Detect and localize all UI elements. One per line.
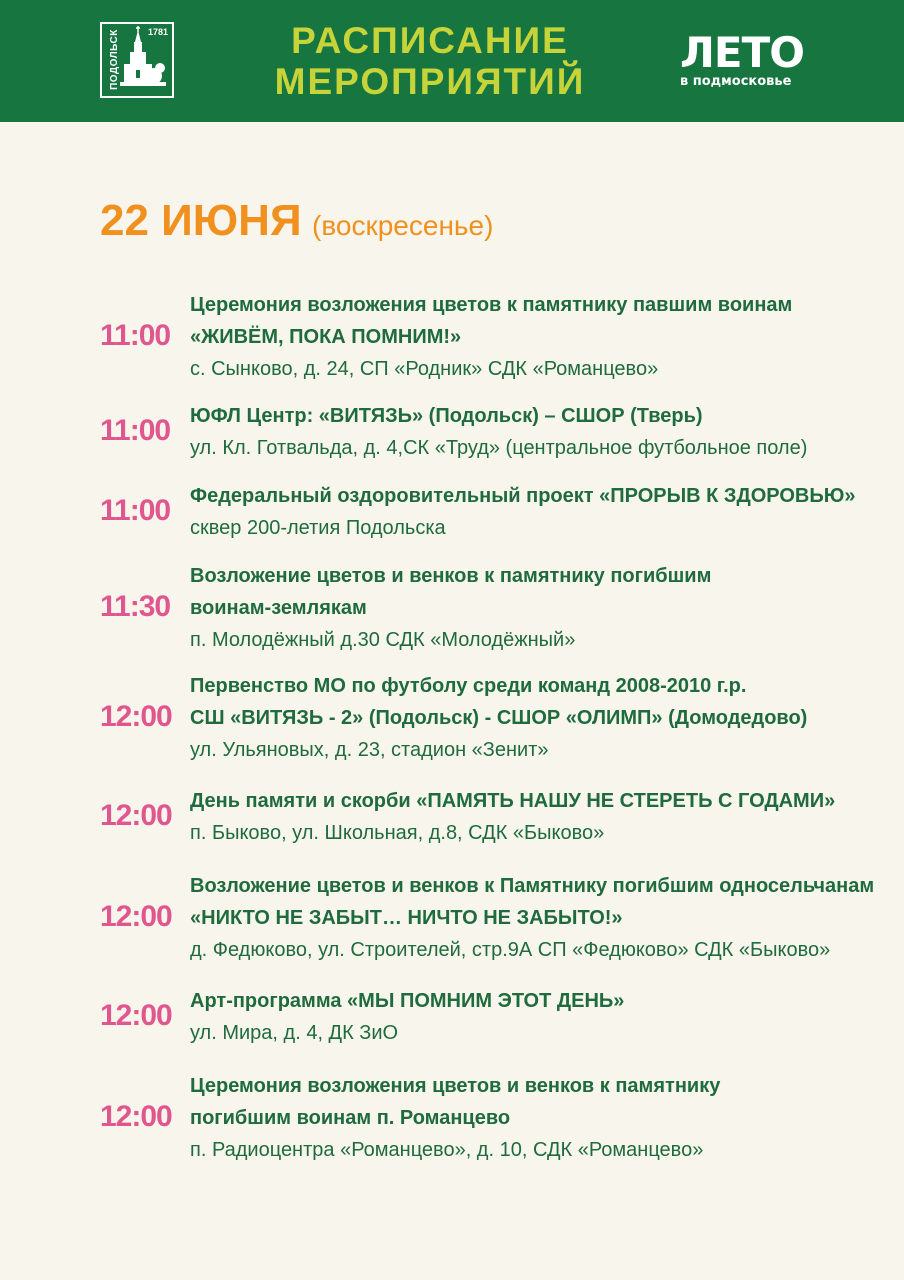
- event-details: [190, 480, 890, 544]
- event-time: 11:00: [100, 319, 171, 352]
- event-title: Церемония возложения цветов и венков к памятнику: [190, 1075, 721, 1097]
- event-title: Возложение цветов и венков к памятнику погибшим: [190, 565, 712, 587]
- event-time: 12:00: [100, 1100, 172, 1133]
- event-address: д. Федюково, ул. Строителей, стр.9А СП «Федюково» СДК «Быково»: [190, 939, 831, 961]
- event-title: Арт-программа «МЫ ПОМНИМ ЭТОТ ДЕНЬ»: [190, 990, 625, 1012]
- event-title: Федеральный оздоровительный проект «ПРОРЫВ К ЗДОРОВЬЮ»: [190, 485, 856, 507]
- event-address: п. Молодёжный д.30 СДК «Молодёжный»: [190, 629, 576, 651]
- logo-city: ПОДОЛЬСК: [108, 29, 120, 90]
- brand-subtitle: в подмосковье: [680, 74, 792, 89]
- event-details: [190, 1070, 890, 1166]
- event-time: 11:30: [100, 590, 171, 623]
- event-title: «НИКТО НЕ ЗАБЫТ… НИЧТО НЕ ЗАБЫТО!»: [190, 907, 623, 929]
- event-details: [190, 400, 890, 464]
- date-heading: [100, 196, 493, 246]
- event-title: погибшим воинам п. Романцево: [190, 1107, 511, 1129]
- event-time: 12:00: [100, 700, 172, 733]
- event-title: «ЖИВЁМ, ПОКА ПОМНИМ!»: [190, 326, 462, 348]
- brand-word: ЛЕТО: [680, 28, 804, 77]
- event-address: ул. Кл. Готвальда, д. 4,СК «Труд» (центральное футбольное поле): [190, 437, 808, 459]
- event-address: п. Радиоцентра «Романцево», д. 10, СДК «Романцево»: [190, 1139, 704, 1161]
- event-address: сквер 200-летия Подольска: [190, 517, 446, 539]
- event-title: ЮФЛ Центр: «ВИТЯЗЬ» (Подольск) – СШОР (Тверь): [190, 405, 703, 427]
- event-details: [190, 785, 890, 849]
- event-details: [190, 670, 890, 766]
- event-time: 12:00: [100, 799, 172, 832]
- page-title: [220, 20, 640, 102]
- event-time: 12:00: [100, 900, 172, 933]
- event-address: ул. Ульяновых, д. 23, стадион «Зенит»: [190, 739, 549, 761]
- event-time: 12:00: [100, 999, 172, 1032]
- title-line-2: МЕРОПРИЯТИЙ: [274, 61, 586, 102]
- event-details: [190, 985, 890, 1049]
- header-banner: [0, 0, 904, 122]
- date-main: 22 ИЮНЯ: [100, 196, 302, 245]
- event-title: СШ «ВИТЯЗЬ - 2» (Подольск) - СШОР «ОЛИМП» (Домодедово): [190, 707, 808, 729]
- event-details: [190, 289, 890, 385]
- event-title: воинам-землякам: [190, 597, 367, 619]
- event-title: Первенство МО по футболу среди команд 2008-2010 г.р.: [190, 675, 747, 697]
- event-address: ул. Мира, д. 4, ДК ЗиО: [190, 1022, 399, 1044]
- logo-year: 1781: [147, 27, 168, 37]
- event-details: [190, 870, 890, 966]
- event-time: 11:00: [100, 414, 171, 447]
- event-title: День памяти и скорби «ПАМЯТЬ НАШУ НЕ СТЕРЕТЬ С ГОДАМИ»: [190, 790, 836, 812]
- date-weekday: (воскресенье): [312, 210, 494, 241]
- title-line-1: РАСПИСАНИЕ: [291, 20, 569, 61]
- event-time: 11:00: [100, 494, 171, 527]
- event-address: с. Сынково, д. 24, СП «Родник» СДК «Романцево»: [190, 358, 659, 380]
- event-title: Возложение цветов и венков к Памятнику погибшим односельчанам: [190, 875, 875, 897]
- event-details: [190, 560, 890, 656]
- event-title: Церемония возложения цветов к памятнику павшим воинам: [190, 294, 793, 316]
- leto-brand-logo: [680, 28, 840, 89]
- podolsk-logo: [100, 22, 174, 98]
- event-address: п. Быково, ул. Школьная, д.8, СДК «Быково»: [190, 822, 605, 844]
